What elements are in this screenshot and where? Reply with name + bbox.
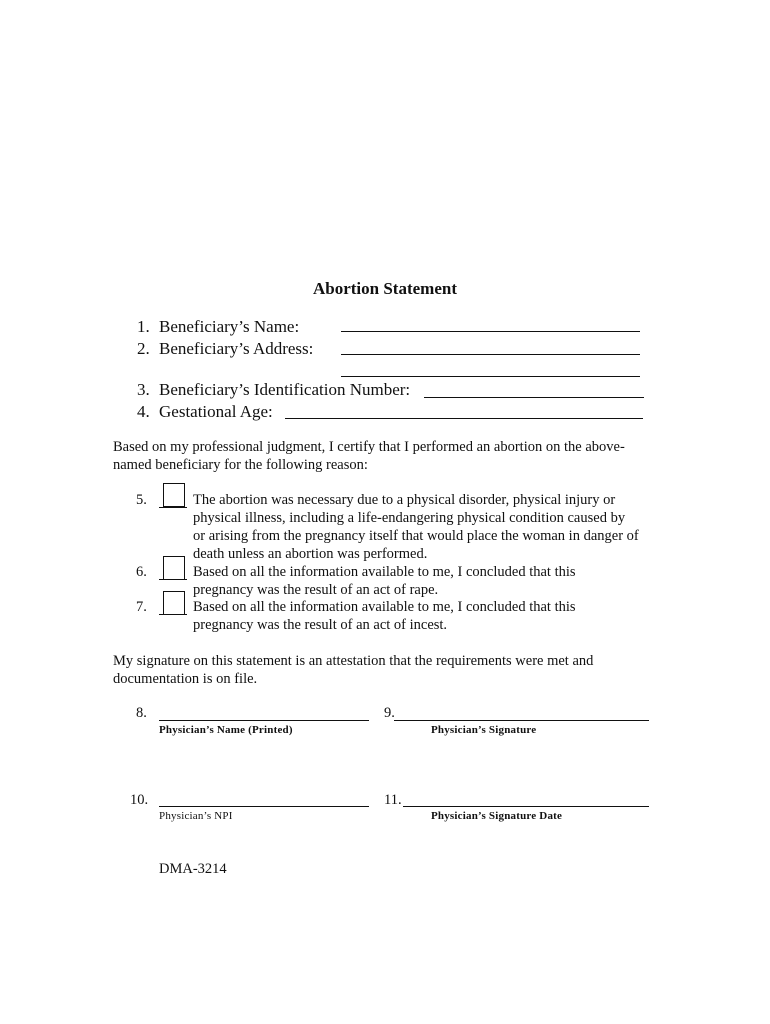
intro-line: named beneficiary for the following reason: [113, 457, 368, 473]
signature-date-caption: Physician’s Signature Date [431, 810, 563, 822]
beneficiary-address-label: Beneficiary’s Address: [159, 339, 314, 358]
field-number: 8. [136, 705, 147, 721]
reason-line: Based on all the information available to me, I concluded that this [193, 564, 576, 580]
field-number: 2. [137, 339, 150, 358]
reason-line: pregnancy was the result of an act of incest. [193, 617, 448, 633]
reason-line: physical illness, including a life-endangering physical condition caused by [193, 510, 626, 526]
reason-line: The abortion was necessary due to a physical disorder, physical injury or [193, 492, 616, 508]
intro-paragraph [113, 438, 625, 474]
reason-6-text [193, 563, 576, 599]
physician-name-field[interactable] [159, 720, 369, 721]
beneficiary-address-field-line1[interactable] [341, 354, 640, 355]
field-number: 1. [137, 317, 150, 336]
reason-number: 7. [136, 599, 147, 615]
attestation-line: documentation is on file. [113, 671, 258, 687]
physician-npi-caption: Physician’s NPI [159, 810, 233, 822]
field-number: 3. [137, 380, 150, 399]
reason-7-checkbox[interactable] [163, 591, 185, 615]
form-id: DMA-3214 [159, 861, 227, 877]
reason-number: 5. [136, 492, 147, 508]
reason-7-text [193, 598, 576, 634]
physician-name-caption: Physician’s Name (Printed) [159, 724, 293, 736]
reason-6-checkbox[interactable] [163, 556, 185, 580]
attestation-line: My signature on this statement is an attestation that the requirements were met and [113, 653, 594, 669]
signature-date-field[interactable] [403, 806, 649, 807]
intro-line: Based on my professional judgment, I certify that I performed an abortion on the above- [113, 439, 625, 455]
field-number: 10. [130, 792, 149, 808]
beneficiary-id-field[interactable] [424, 397, 644, 398]
physician-signature-field[interactable] [394, 720, 649, 721]
beneficiary-name-field[interactable] [341, 331, 640, 332]
beneficiary-name-label: Beneficiary’s Name: [159, 317, 300, 336]
reason-line: pregnancy was the result of an act of rape. [193, 582, 439, 598]
checkbox-underline [159, 507, 187, 508]
attestation-paragraph [113, 652, 593, 688]
field-number: 9. [384, 705, 395, 721]
physician-npi-field[interactable] [159, 806, 369, 807]
reason-line: death unless an abortion was performed. [193, 546, 428, 562]
reason-5-checkbox[interactable] [163, 483, 185, 507]
beneficiary-address-field-line2[interactable] [341, 376, 640, 377]
form-title: Abortion Statement [312, 279, 457, 298]
reason-5-text [193, 491, 639, 563]
checkbox-underline [159, 614, 187, 615]
reason-number: 6. [136, 564, 147, 580]
reason-line: Based on all the information available to me, I concluded that this [193, 599, 576, 615]
checkbox-underline [159, 579, 187, 580]
beneficiary-id-label: Beneficiary’s Identification Number: [159, 380, 411, 399]
physician-signature-caption: Physician’s Signature [431, 724, 537, 736]
gestational-age-label: Gestational Age: [159, 402, 273, 421]
field-number: 4. [137, 402, 150, 421]
reason-line: or arising from the pregnancy itself that would place the woman in danger of [193, 528, 639, 544]
field-number: 11. [384, 792, 402, 808]
gestational-age-field[interactable] [285, 418, 643, 419]
